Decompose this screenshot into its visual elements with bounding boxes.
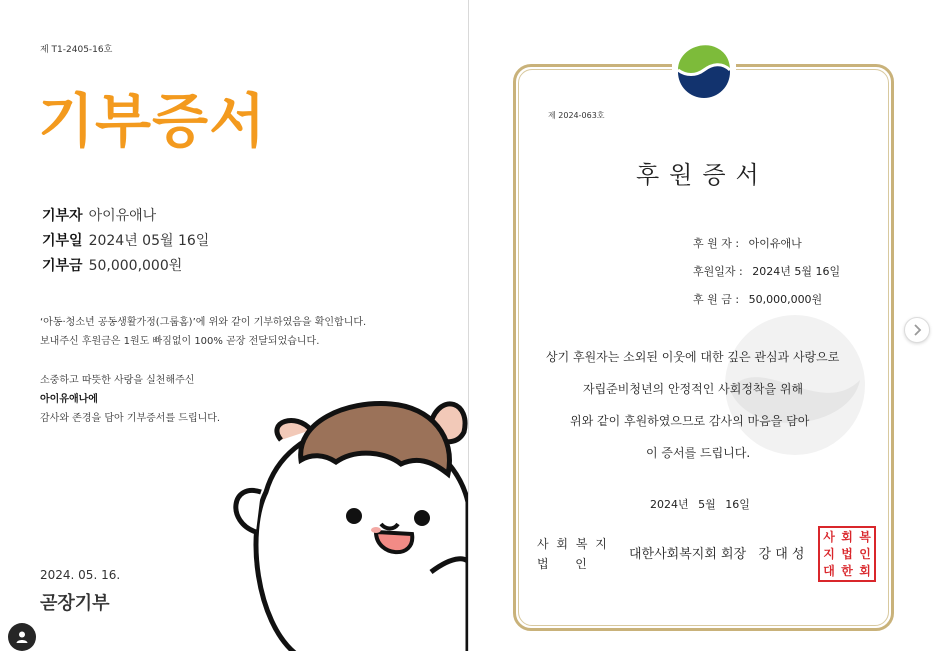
seal-char: 사 xyxy=(823,529,835,544)
donor-row xyxy=(42,205,156,225)
donation-date-value: 2024년 05월 16일 xyxy=(88,233,210,249)
corp-label-line2: 법 인 xyxy=(537,557,587,571)
sponsor-amount-value: 50,000,000원 xyxy=(748,293,823,306)
panel-divider xyxy=(468,0,469,651)
sponsor-value: 아이유애나 xyxy=(748,237,802,250)
sponsor-date-row xyxy=(693,263,840,279)
sponsor-date-value: 2024년 5월 16일 xyxy=(752,265,841,278)
hamster-mascot-icon xyxy=(226,382,468,651)
sponsor-label: 후 원 자 : xyxy=(693,237,740,250)
body-line-1: 상기 후원자는 소외된 이웃에 대한 깊은 관심과 사랑으로 xyxy=(546,350,840,364)
body-line-2: 자립준비청년의 안정적인 사회정착을 위해 xyxy=(583,382,804,396)
confirmation-line: ‘아동·청소년 공동생활가정(그룹홈)’에 위와 같이 기부하였음을 확인합니다. xyxy=(40,317,367,328)
seal-char: 대 xyxy=(823,564,835,579)
donation-date-label: 기부일 xyxy=(42,233,83,249)
donation-amount-row xyxy=(42,255,182,275)
donation-amount-label: 기부금 xyxy=(42,258,83,274)
organization-signature: 대한사회복지회 회장 강 대 성 xyxy=(629,547,805,562)
seal-char: 지 xyxy=(823,546,835,561)
user-avatar-icon xyxy=(15,630,29,644)
right-certificate-title: 후원증서 xyxy=(636,161,769,189)
seal-char: 한 xyxy=(841,564,853,579)
organization-emblem-icon xyxy=(672,40,736,100)
thanks-line-1: 소중하고 따뜻한 사랑을 실천해주신 xyxy=(40,375,195,386)
carousel-next-button[interactable] xyxy=(904,317,930,343)
thanks-line-3: 감사와 존경을 담아 기부증서를 드립니다. xyxy=(40,413,221,424)
thanks-recipient: 아이유애나에 xyxy=(40,394,98,405)
seal-char: 법 xyxy=(841,546,853,561)
user-avatar-button[interactable] xyxy=(8,623,36,651)
certificate-number: 제 T1-2405-16호 xyxy=(40,45,113,55)
donation-amount-value: 50,000,000원 xyxy=(88,258,183,274)
seal-char: 인 xyxy=(859,546,871,561)
seal-char: 회 xyxy=(841,529,853,544)
certificate-title: 기부증서 xyxy=(38,87,267,155)
official-seal-stamp xyxy=(818,526,876,582)
corp-label-line1: 사 회 복 지 xyxy=(537,537,609,551)
sponsor-amount-row xyxy=(693,291,822,307)
delivery-line: 보내주신 후원금은 1원도 빠짐없이 100% 곧장 전달되었습니다. xyxy=(40,336,320,347)
seal-char: 회 xyxy=(859,564,871,579)
sponsor-amount-label: 후 원 금 : xyxy=(693,293,740,306)
brand-logo-text: 곧장기부 xyxy=(40,593,110,614)
donation-date-row xyxy=(42,230,209,250)
sponsor-row xyxy=(693,235,802,251)
body-line-4: 이 증서를 드립니다. xyxy=(646,446,751,460)
sponsor-date-label: 후원일자 : xyxy=(693,265,743,278)
issue-date: 2024. 05. 16. xyxy=(40,568,121,582)
body-line-3: 위와 같이 후원하였으므로 감사의 마음을 담아 xyxy=(570,414,810,428)
seal-char: 복 xyxy=(859,529,871,544)
right-certificate-number: 제 2024-063호 xyxy=(548,111,605,120)
right-issue-date: 2024년 5월 16일 xyxy=(650,498,750,511)
donor-label: 기부자 xyxy=(42,208,83,224)
donor-value: 아이유애나 xyxy=(88,208,157,224)
chevron-right-icon xyxy=(912,324,922,336)
